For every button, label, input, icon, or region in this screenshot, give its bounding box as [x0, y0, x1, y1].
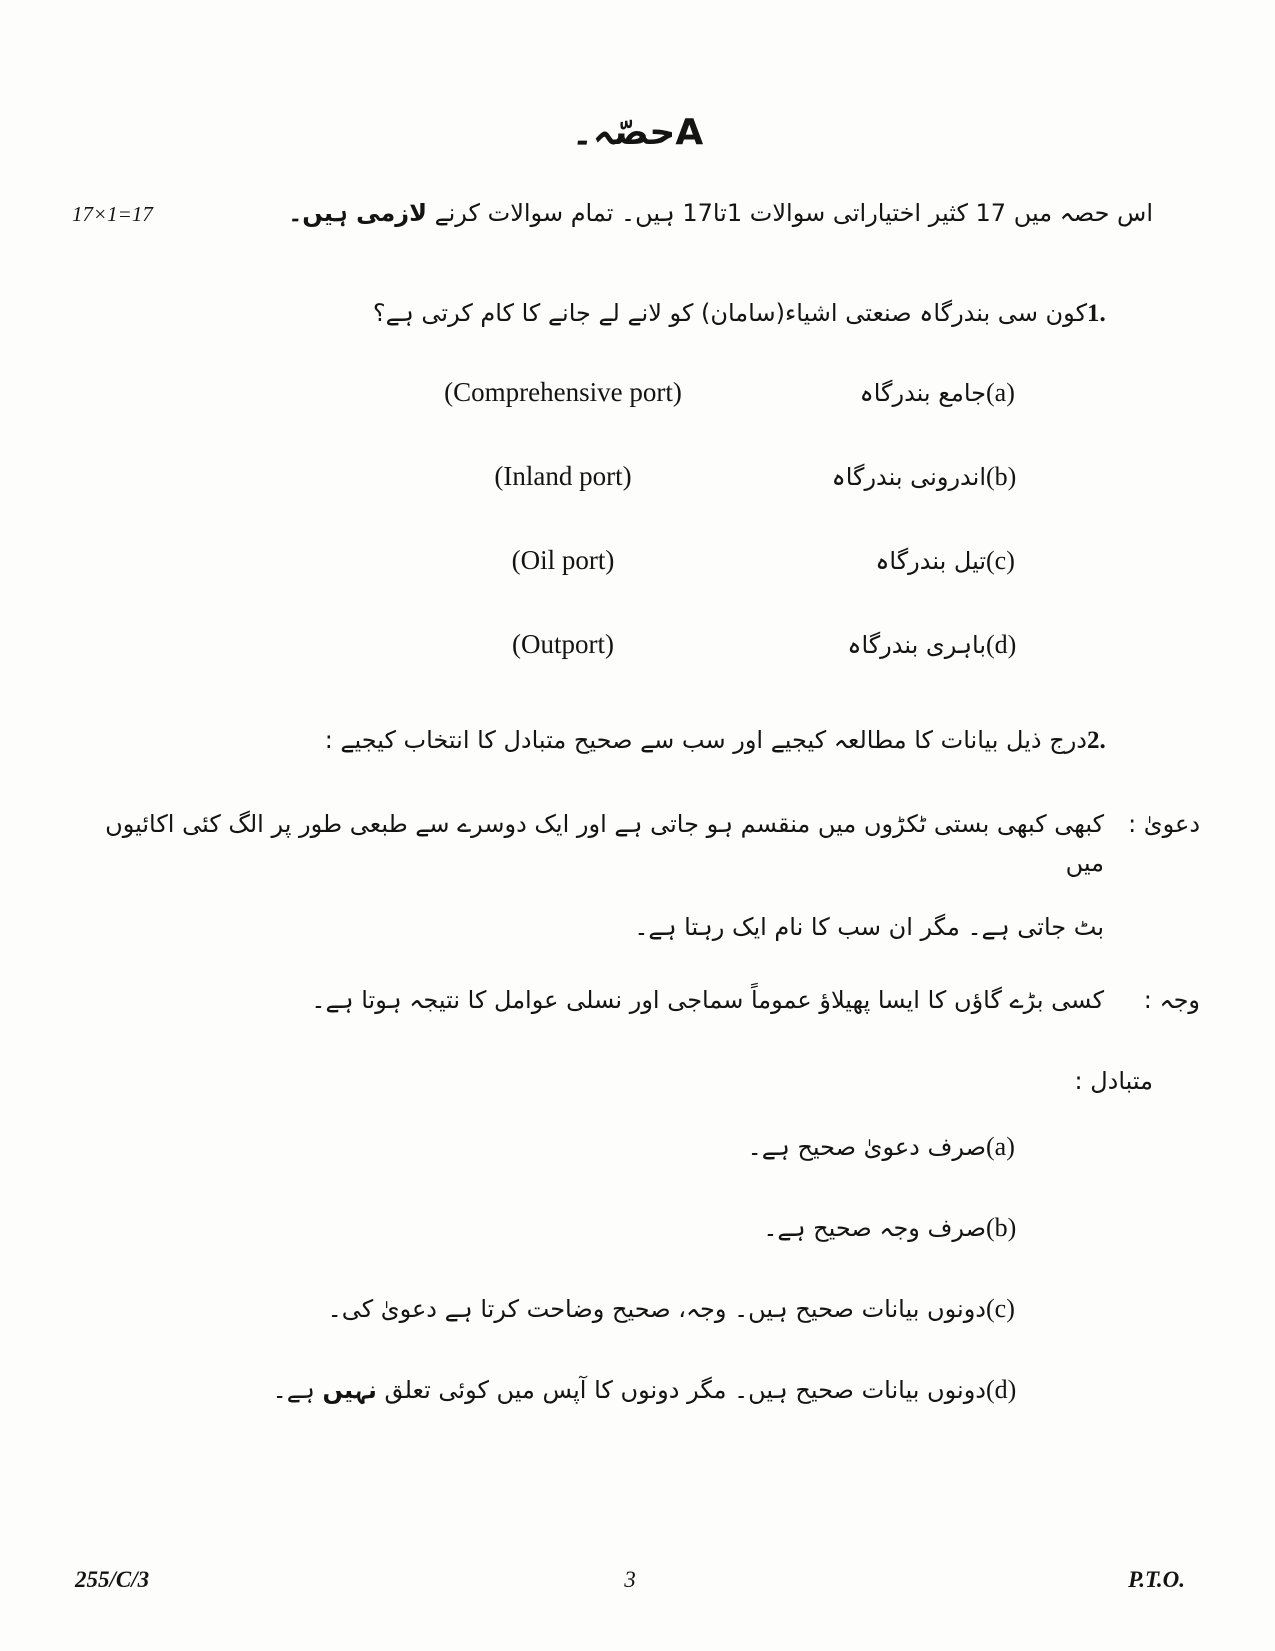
section-instruction — [153, 195, 1153, 232]
option-urdu-label: تیل بندرگاہ — [875, 546, 986, 575]
marks-label: 17×1=17 — [72, 202, 153, 226]
section-title: حصّہ۔A — [571, 112, 704, 153]
option-letter: (d) — [986, 1374, 1017, 1404]
option-letter: (a) — [986, 1131, 1015, 1161]
question-2-options — [0, 1127, 1275, 1409]
option-d-text-bold: نہیں — [322, 1375, 377, 1404]
option-text: صرف وجہ صحیح ہے۔ — [763, 1213, 986, 1242]
option-english-label: (Inland port) — [494, 460, 632, 491]
option-urdu-label: باہری بندرگاہ — [847, 630, 986, 659]
option-row-a — [360, 374, 1062, 412]
option-d-text-pre: دونوں بیانات صحیح ہیں۔ مگر دونوں کا آپس میں کوئی تعلق — [376, 1375, 986, 1404]
alternatives-label: متبادل : — [1074, 1066, 1153, 1095]
question-2-number: 2. — [1087, 727, 1106, 755]
option-english-label: (Comprehensive port) — [444, 377, 682, 408]
option-urdu-label: اندرونی بندرگاہ — [831, 462, 986, 491]
page-footer — [0, 1567, 1275, 1593]
alt-row-d — [150, 1370, 1062, 1409]
question-2 — [0, 721, 1275, 761]
instruction-row — [0, 195, 1275, 232]
reason-text: کسی بڑے گاؤں کا ایسا پھیلاؤ عموماً سماجی اور نسلی عوامل کا نتیجہ ہوتا ہے۔ — [311, 985, 1104, 1014]
assertion-body — [72, 805, 1104, 946]
alt-row-c — [150, 1289, 1062, 1328]
assertion-line-1: کبھی کبھی بستی ٹکڑوں میں منقسم ہو جاتی ہے اور ایک دوسرے سے طبعی طور پر الگ کئی اکائیوں میں — [105, 810, 1104, 877]
option-letter: (b) — [986, 461, 1017, 491]
alt-row-a — [150, 1127, 1062, 1166]
assertion-paragraph — [0, 805, 1275, 946]
option-row-c — [360, 542, 1062, 580]
assertion-line-2: بٹ جاتی ہے۔ مگر ان سب کا نام ایک رہتا ہے۔ — [634, 913, 1104, 942]
alt-row-b — [150, 1208, 1062, 1247]
option-d-text-post: ہے۔ — [272, 1375, 323, 1404]
option-row-b — [360, 458, 1062, 496]
option-letter: (a) — [986, 378, 1015, 408]
question-1-text: کون سی بندرگاہ صنعتی اشیاء(سامان) کو لانے لے جانے کا کام کرتی ہے؟ — [372, 299, 1087, 328]
option-text — [150, 1372, 986, 1408]
question-2-text: درج ذیل بیانات کا مطالعہ کیجیے اور سب سے صحیح متبادل کا انتخاب کیجیے : — [324, 726, 1087, 755]
paper-code: 255/C/3 — [75, 1567, 150, 1592]
assertion-label: دعویٰ : — [1128, 810, 1200, 839]
option-letter: (c) — [986, 1293, 1015, 1323]
reason-paragraph — [0, 981, 1275, 1019]
option-english-label: (Outport) — [512, 628, 614, 659]
instruction-text-bold: لازمی ہیں۔ — [288, 199, 427, 227]
option-letter: (b) — [986, 1212, 1017, 1242]
reason-label: وجہ : — [1143, 985, 1200, 1014]
option-letter: (c) — [986, 545, 1015, 575]
option-letter: (d) — [986, 629, 1017, 659]
instruction-text-normal: اس حصہ میں 17 کثیر اختیاراتی سوالات 1تا17 ہیں۔ تمام سوالات کرنے — [426, 199, 1153, 227]
option-row-d — [360, 626, 1062, 664]
option-text: دونوں بیانات صحیح ہیں۔ وجہ، صحیح وضاحت کرتا ہے دعویٰ کی۔ — [327, 1294, 986, 1323]
pto-label: P.T.O. — [1128, 1567, 1185, 1592]
option-text: صرف دعویٰ صحیح ہے۔ — [747, 1132, 986, 1161]
option-urdu-label: جامع بندرگاہ — [859, 379, 986, 408]
question-1-number: 1. — [1087, 300, 1106, 328]
option-english-label: (Oil port) — [511, 544, 615, 575]
question-1 — [0, 294, 1275, 334]
page-number: 3 — [624, 1567, 636, 1592]
question-1-options — [0, 374, 1275, 663]
